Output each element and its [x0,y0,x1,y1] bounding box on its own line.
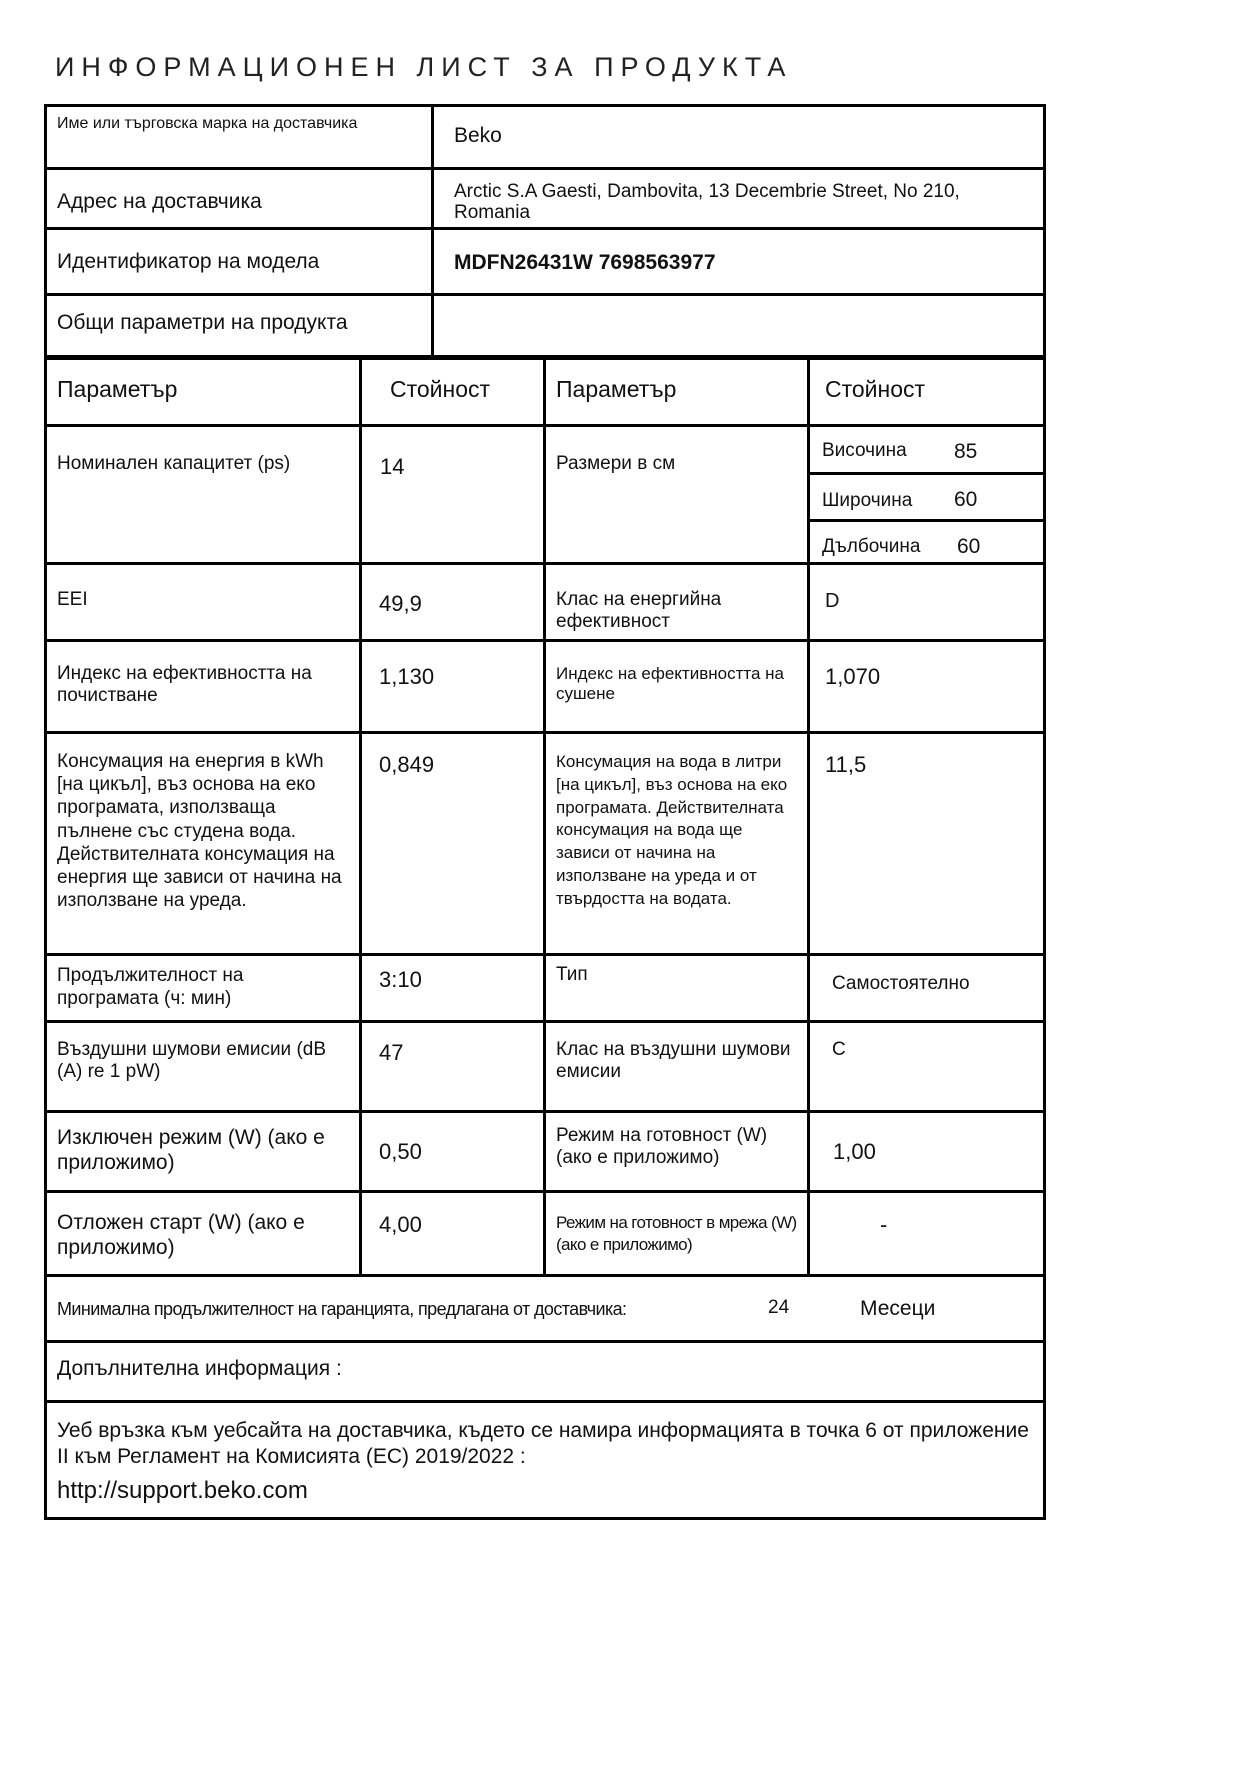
supplier-address-value-cell [431,167,1046,230]
off-mode-value: 0,50 [379,1139,422,1164]
eei-value: 49,9 [379,591,422,616]
network-standby-value: - [880,1212,888,1237]
drying-index-value: 1,070 [825,664,881,689]
standby-label-cell [543,1110,810,1193]
cleaning-index-value-cell [359,639,546,734]
header-value-1 [359,357,546,427]
standby-label: Режим на готовност (W) (ако е приложимо) [556,1125,768,1168]
noise-class-value: C [832,1039,846,1060]
height-row [808,426,1045,475]
noise-class-label-cell [543,1020,810,1113]
water-consumption-label-cell [543,731,810,956]
general-params-value-cell [431,293,1046,358]
energy-consumption-label: Консумация на енергия в kWh [на цикъл], въз основа на еко програмата, използваща пълнене със студена вода. Действителната консумация на енергия ще зависи от начина на използване на уреда. [57,751,342,912]
supplier-name-value-cell [431,104,1046,170]
delay-start-label-cell [44,1190,362,1277]
capacity-label-cell [44,424,362,565]
weblink-row [44,1400,1046,1520]
additional-info-row [44,1340,1046,1403]
delay-start-label: Отложен старт (W) (ако е приложимо) [57,1211,305,1260]
dimensions-label-cell [543,424,810,565]
height-label: Височина [822,440,907,461]
type-label: Тип [556,964,588,985]
water-consumption-value: 11,5 [825,752,867,777]
water-consumption-label: Консумация на вода в литри [на цикъл], въз основа на еко програмата. Действителната консумация на вода ще зависи от начина на използване на уреда и от твърдостта на водата. [556,752,788,908]
energy-consumption-value-cell [359,731,546,956]
noise-class-value-cell [807,1020,1046,1113]
header-param-2-text: Параметър [556,376,677,402]
additional-info-label: Допълнителна информация : [57,1357,342,1380]
header-value-1-text: Стойност [390,376,491,402]
off-mode-label-cell [44,1110,362,1193]
eei-value-cell [359,562,546,642]
capacity-value: 14 [380,454,405,479]
width-value: 60 [954,488,978,511]
general-params-label-cell [44,293,434,358]
header-value-2 [807,357,1046,427]
standby-value: 1,00 [833,1139,876,1164]
model-label-cell [44,227,434,296]
type-label-cell [543,953,810,1023]
general-params-label: Общи параметри на продукта [57,311,348,334]
model-value-cell [431,227,1046,296]
energy-class-value-cell [807,562,1046,642]
eei-label: EEI [57,589,88,610]
network-standby-value-cell [807,1190,1046,1277]
cleaning-index-label-cell [44,639,362,734]
duration-label-cell [44,953,362,1023]
drying-index-label-cell [543,639,810,734]
header-value-2-text: Стойност [825,376,926,402]
warranty-value: 24 [768,1297,790,1318]
duration-value: 3:10 [379,967,422,992]
energy-consumption-label-cell [44,731,362,956]
type-value: Самостоятелно [832,973,970,994]
noise-value-cell [359,1020,546,1113]
supplier-name-value: Beko [454,124,502,147]
network-standby-label: Режим на готовност в мрежа (W) (ако е приложимо) [556,1213,797,1255]
depth-label: Дълбочина [822,536,921,557]
capacity-label: Номинален капацитет (ps) [57,453,291,474]
off-mode-value-cell [359,1110,546,1193]
energy-class-value: D [825,590,840,612]
width-label: Широчина [822,490,913,511]
delay-start-value-cell [359,1190,546,1277]
supplier-address-label-cell [44,167,434,230]
supplier-name-label-cell [44,104,434,170]
noise-value: 47 [379,1040,404,1065]
noise-label-cell [44,1020,362,1113]
type-value-cell [807,953,1046,1023]
drying-index-label: Индекс на ефективността на сушене [556,664,784,703]
header-param-1-text: Параметър [57,376,178,402]
warranty-label: Минимална продължителност на гаранцията, предлагана от доставчика: [57,1299,627,1319]
capacity-value-cell [359,424,546,565]
delay-start-value: 4,00 [379,1212,422,1237]
warranty-unit: Месеци [860,1297,936,1320]
energy-consumption-value: 0,849 [379,752,435,777]
drying-index-value-cell [807,639,1046,734]
network-standby-label-cell [543,1190,810,1277]
width-row [808,475,1045,522]
cleaning-index-label: Индекс на ефективността на почистване [57,663,312,706]
supplier-address-value: Arctic S.A Gaesti, Dambovita, 13 Decembrie Street, No 210, Romania [454,181,960,223]
water-consumption-value-cell [807,731,1046,956]
standby-value-cell [807,1110,1046,1193]
header-param-1 [44,357,362,427]
model-label: Идентификатор на модела [57,250,320,273]
weblink-url[interactable]: http://support.beko.com [57,1477,308,1505]
page-title: ИНФОРМАЦИОНЕН ЛИСТ ЗА ПРОДУКТА [55,52,793,82]
warranty-row [44,1274,1046,1343]
energy-class-label: Клас на енергийна ефективност [556,589,722,632]
depth-value: 60 [957,535,981,558]
duration-value-cell [359,953,546,1023]
noise-label: Въздушни шумови емисии (dB (A) re 1 pW) [57,1039,327,1082]
model-value: MDFN26431W 7698563977 [454,251,716,274]
cleaning-index-value: 1,130 [379,664,435,689]
eei-label-cell [44,562,362,642]
noise-class-label: Клас на въздушни шумови емисии [556,1039,791,1082]
height-value: 85 [954,440,978,463]
dimensions-label: Размери в см [556,453,676,474]
weblink-text: Уеб връзка към уебсайта на доставчика, където се намира информацията в точка 6 от приложение II към Регламент на Комисията (ЕС) 2019/2022 : [57,1419,1029,1468]
header-param-2 [543,357,810,427]
supplier-address-label: Адрес на доставчика [57,190,262,213]
supplier-name-label: Име или търговска марка на доставчика [57,115,358,132]
off-mode-label: Изключен режим (W) (ако е приложимо) [57,1126,325,1175]
duration-label: Продължителност на програмата (ч: мин) [57,965,244,1010]
energy-class-label-cell [543,562,810,642]
